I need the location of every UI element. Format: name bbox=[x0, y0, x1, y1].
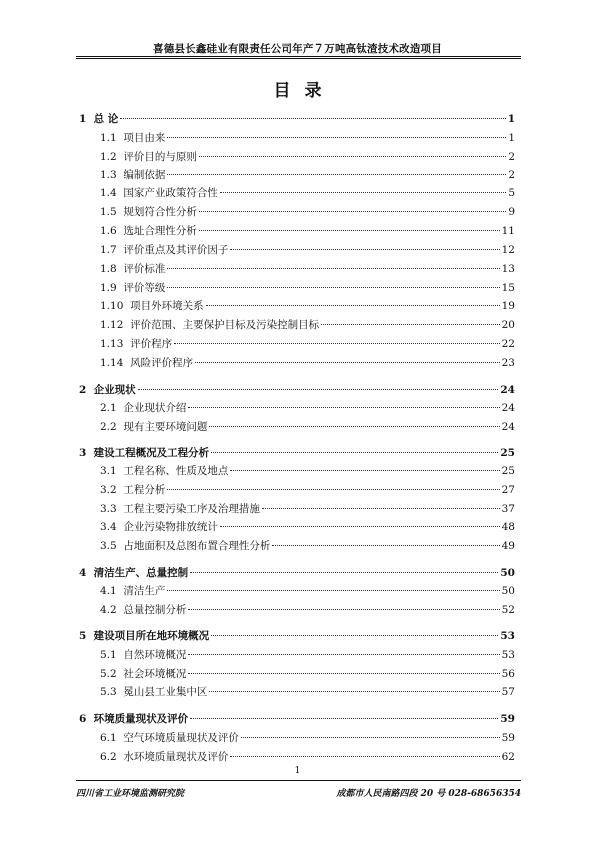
footer-address: 成都市人民南路四段 20 号 028-68656354 bbox=[336, 789, 521, 799]
toc-entry-number: 1.6 bbox=[100, 225, 117, 237]
toc-entry-page: 2 bbox=[508, 151, 515, 163]
toc-entry-page: 49 bbox=[501, 540, 515, 552]
toc-entry-number: 3 bbox=[79, 447, 87, 459]
toc-entry-page: 19 bbox=[501, 300, 515, 312]
header-rule bbox=[76, 56, 521, 57]
toc-entry-title: 企业现状介绍 bbox=[123, 402, 187, 414]
toc-section-entry[interactable] bbox=[100, 131, 515, 145]
footer-organization: 四川省工业环境监测研究院 bbox=[76, 789, 185, 799]
dot-leader bbox=[206, 305, 500, 306]
toc-entry-page: 24 bbox=[501, 421, 515, 433]
toc-entry-title: 清洁生产 bbox=[123, 585, 166, 597]
toc-entry-number: 1.5 bbox=[100, 206, 117, 218]
toc-entry-number: 2.1 bbox=[100, 402, 117, 414]
toc-chapter-entry[interactable] bbox=[79, 383, 515, 397]
toc-entry-title: 国家产业政策符合性 bbox=[123, 187, 218, 199]
toc-entry-number: 6.1 bbox=[100, 732, 117, 744]
toc-section-entry[interactable] bbox=[100, 337, 515, 351]
toc-entry-page: 5 bbox=[508, 187, 515, 199]
dot-leader bbox=[188, 609, 499, 610]
toc-entry-page: 56 bbox=[501, 668, 515, 680]
dot-leader bbox=[167, 287, 499, 288]
toc-entry-number: 1.10 bbox=[100, 300, 124, 312]
toc-entry-title: 空气环境质量现状及评价 bbox=[123, 732, 239, 744]
dot-leader bbox=[230, 249, 499, 250]
toc-entry-page: 59 bbox=[500, 713, 515, 725]
dot-leader bbox=[167, 174, 506, 175]
dot-leader bbox=[188, 654, 499, 655]
toc-section-entry[interactable] bbox=[100, 584, 515, 598]
toc-entry-number: 1 bbox=[79, 113, 87, 125]
toc-entry-title: 项目由来 bbox=[123, 132, 166, 144]
toc-section-entry[interactable] bbox=[100, 648, 515, 662]
dot-leader bbox=[188, 673, 499, 674]
dot-leader bbox=[190, 718, 498, 719]
toc-entry-title: 清洁生产、总量控制 bbox=[93, 567, 189, 579]
toc-entry-title: 工程名称、性质及地点 bbox=[123, 465, 229, 477]
toc-entry-page: 62 bbox=[501, 751, 515, 763]
dot-leader bbox=[167, 489, 499, 490]
toc-entry-number: 5.3 bbox=[100, 686, 117, 698]
toc-entry-title: 评价标准 bbox=[123, 263, 166, 275]
dot-leader bbox=[199, 230, 500, 231]
dot-leader bbox=[211, 635, 498, 636]
toc-entry-title: 建设项目所在地环境概况 bbox=[93, 630, 210, 642]
toc-entry-page: 53 bbox=[501, 649, 515, 661]
toc-section-entry[interactable] bbox=[100, 667, 515, 681]
toc-entry-title: 选址合理性分析 bbox=[123, 225, 197, 237]
toc-entry-title: 水环境质量现状及评价 bbox=[123, 751, 229, 763]
toc-section-entry[interactable] bbox=[100, 401, 515, 415]
toc-entry-number: 4.2 bbox=[100, 604, 117, 616]
toc-section-entry[interactable] bbox=[100, 603, 515, 617]
toc-entry-number: 1.4 bbox=[100, 187, 117, 199]
dot-leader bbox=[230, 470, 499, 471]
dot-leader bbox=[209, 426, 499, 427]
toc-entry-title: 冕山县工业集中区 bbox=[123, 686, 208, 698]
toc-entry-number: 1.12 bbox=[100, 319, 124, 331]
toc-chapter-entry[interactable] bbox=[79, 446, 515, 460]
toc-chapter-entry[interactable] bbox=[79, 112, 515, 126]
toc-entry-page: 15 bbox=[501, 282, 515, 294]
toc-chapter-entry[interactable] bbox=[79, 566, 515, 580]
toc-entry-number: 1.3 bbox=[100, 169, 117, 181]
toc-entry-page: 9 bbox=[508, 206, 515, 218]
toc-entry-title: 评价等级 bbox=[123, 282, 166, 294]
header-rule-thin bbox=[76, 58, 521, 59]
dot-leader bbox=[199, 211, 506, 212]
dot-leader bbox=[167, 268, 499, 269]
dot-leader bbox=[230, 756, 499, 757]
toc-entry-number: 4.1 bbox=[100, 585, 117, 597]
toc-entry-title: 总 论 bbox=[93, 113, 119, 125]
toc-entry-page: 50 bbox=[500, 567, 515, 579]
toc-entry-number: 5 bbox=[79, 630, 87, 642]
toc-entry-title: 现有主要环境问题 bbox=[123, 421, 208, 433]
toc-entry-number: 3.2 bbox=[100, 484, 117, 496]
toc-entry-title: 评价程序 bbox=[130, 338, 173, 350]
toc-section-entry[interactable] bbox=[100, 186, 515, 200]
toc-entry-number: 1.1 bbox=[100, 132, 117, 144]
toc-entry-title: 建设工程概况及工程分析 bbox=[93, 447, 210, 459]
toc-section-entry[interactable] bbox=[100, 262, 515, 276]
dot-leader bbox=[120, 118, 505, 119]
toc-entry-title: 项目外环境关系 bbox=[130, 300, 204, 312]
toc-section-entry[interactable] bbox=[100, 731, 515, 745]
toc-section-entry[interactable] bbox=[100, 243, 515, 257]
dot-leader bbox=[220, 192, 506, 193]
toc-entry-page: 2 bbox=[508, 169, 515, 181]
toc-chapter-entry[interactable] bbox=[79, 629, 515, 643]
toc-entry-page: 22 bbox=[501, 338, 515, 350]
toc-entry-page: 24 bbox=[500, 384, 515, 396]
toc-section-entry[interactable] bbox=[100, 420, 515, 434]
page-header-title: 喜德县长鑫硅业有限责任公司年产７万吨高钛渣技术改造项目 bbox=[153, 43, 442, 55]
toc-entry-title: 占地面积及总图布置合理性分析 bbox=[123, 540, 271, 552]
toc-section-entry[interactable] bbox=[100, 502, 515, 516]
toc-entry-page: 25 bbox=[500, 447, 515, 459]
toc-entry-number: 3.5 bbox=[100, 540, 117, 552]
toc-entry-page: 11 bbox=[501, 225, 515, 237]
toc-entry-number: 1.9 bbox=[100, 282, 117, 294]
toc-section-entry[interactable] bbox=[100, 205, 515, 219]
toc-entry-number: 1.2 bbox=[100, 151, 117, 163]
dot-leader bbox=[209, 691, 499, 692]
toc-entry-number: 6.2 bbox=[100, 751, 117, 763]
toc-entry-title: 总量控制分析 bbox=[123, 604, 187, 616]
toc-section-entry[interactable] bbox=[100, 281, 515, 295]
toc-entry-page: 59 bbox=[501, 732, 515, 744]
toc-entry-page: 13 bbox=[501, 263, 515, 275]
toc-entry-page: 53 bbox=[500, 630, 515, 642]
toc-section-entry[interactable] bbox=[100, 318, 515, 332]
toc-entry-number: 3.1 bbox=[100, 465, 117, 477]
toc-section-entry[interactable] bbox=[100, 483, 515, 497]
toc-entry-number: 5.2 bbox=[100, 668, 117, 680]
toc-entry-page: 27 bbox=[501, 484, 515, 496]
toc-section-entry[interactable] bbox=[100, 464, 515, 478]
toc-entry-number: 5.1 bbox=[100, 649, 117, 661]
dot-leader bbox=[262, 508, 500, 509]
toc-entry-page: 25 bbox=[501, 465, 515, 477]
toc-entry-page: 1 bbox=[507, 113, 515, 125]
toc-entry-page: 12 bbox=[501, 244, 515, 256]
dot-leader bbox=[138, 389, 499, 390]
dot-leader bbox=[241, 737, 500, 738]
dot-leader bbox=[321, 324, 500, 325]
toc-entry-page: 52 bbox=[501, 604, 515, 616]
toc-section-entry[interactable] bbox=[100, 539, 515, 553]
toc-heading: 目录 bbox=[273, 81, 336, 101]
page-number: 1 bbox=[294, 766, 301, 776]
toc-entry-number: 1.13 bbox=[100, 338, 124, 350]
toc-entry-title: 工程主要污染工序及治理措施 bbox=[123, 503, 260, 515]
toc-entry-number: 1.7 bbox=[100, 244, 117, 256]
toc-entry-page: 50 bbox=[501, 585, 515, 597]
toc-entry-page: 48 bbox=[501, 521, 515, 533]
toc-entry-number: 3.4 bbox=[100, 521, 117, 533]
toc-section-entry[interactable] bbox=[100, 520, 515, 534]
toc-entry-number: 2.2 bbox=[100, 421, 117, 433]
toc-entry-page: 1 bbox=[508, 132, 515, 144]
toc-entry-number: 4 bbox=[79, 567, 87, 579]
footer-rule bbox=[76, 780, 521, 781]
toc-entry-page: 57 bbox=[501, 686, 515, 698]
toc-entry-title: 评价重点及其评价因子 bbox=[123, 244, 229, 256]
toc-entry-title: 自然环境概况 bbox=[123, 649, 187, 661]
dot-leader bbox=[167, 137, 506, 138]
dot-leader bbox=[211, 452, 498, 453]
dot-leader bbox=[199, 156, 506, 157]
toc-entry-title: 编制依据 bbox=[123, 169, 166, 181]
toc-section-entry[interactable] bbox=[100, 224, 515, 238]
toc-entry-title: 评价目的与原则 bbox=[123, 151, 197, 163]
toc-chapter-entry[interactable] bbox=[79, 712, 515, 726]
dot-leader bbox=[195, 362, 500, 363]
dot-leader bbox=[220, 526, 500, 527]
dot-leader bbox=[167, 590, 499, 591]
dot-leader bbox=[272, 545, 499, 546]
toc-section-entry[interactable] bbox=[100, 299, 515, 313]
toc-section-entry[interactable] bbox=[100, 685, 515, 699]
toc-entry-number: 2 bbox=[79, 384, 87, 396]
toc-entry-title: 社会环境概况 bbox=[123, 668, 187, 680]
toc-section-entry[interactable] bbox=[100, 356, 515, 370]
dot-leader bbox=[188, 407, 499, 408]
toc-section-entry[interactable] bbox=[100, 168, 515, 182]
toc-section-entry[interactable] bbox=[100, 750, 515, 764]
toc-entry-title: 规划符合性分析 bbox=[123, 206, 197, 218]
toc-entry-page: 23 bbox=[501, 357, 515, 369]
toc-entry-number: 3.3 bbox=[100, 503, 117, 515]
dot-leader bbox=[174, 343, 500, 344]
toc-entry-page: 24 bbox=[501, 402, 515, 414]
toc-entry-title: 评价范围、主要保护目标及污染控制目标 bbox=[130, 319, 320, 331]
toc-entry-title: 风险评价程序 bbox=[130, 357, 194, 369]
toc-entry-number: 1.8 bbox=[100, 263, 117, 275]
toc-entry-number: 6 bbox=[79, 713, 87, 725]
toc-entry-page: 37 bbox=[501, 503, 515, 515]
toc-entry-title: 工程分析 bbox=[123, 484, 166, 496]
toc-section-entry[interactable] bbox=[100, 150, 515, 164]
toc-entry-number: 1.14 bbox=[100, 357, 124, 369]
toc-entry-title: 企业污染物排放统计 bbox=[123, 521, 218, 533]
toc-entry-title: 环境质量现状及评价 bbox=[93, 713, 189, 725]
toc-entry-title: 企业现状 bbox=[93, 384, 136, 396]
dot-leader bbox=[190, 572, 498, 573]
toc-entry-page: 20 bbox=[501, 319, 515, 331]
